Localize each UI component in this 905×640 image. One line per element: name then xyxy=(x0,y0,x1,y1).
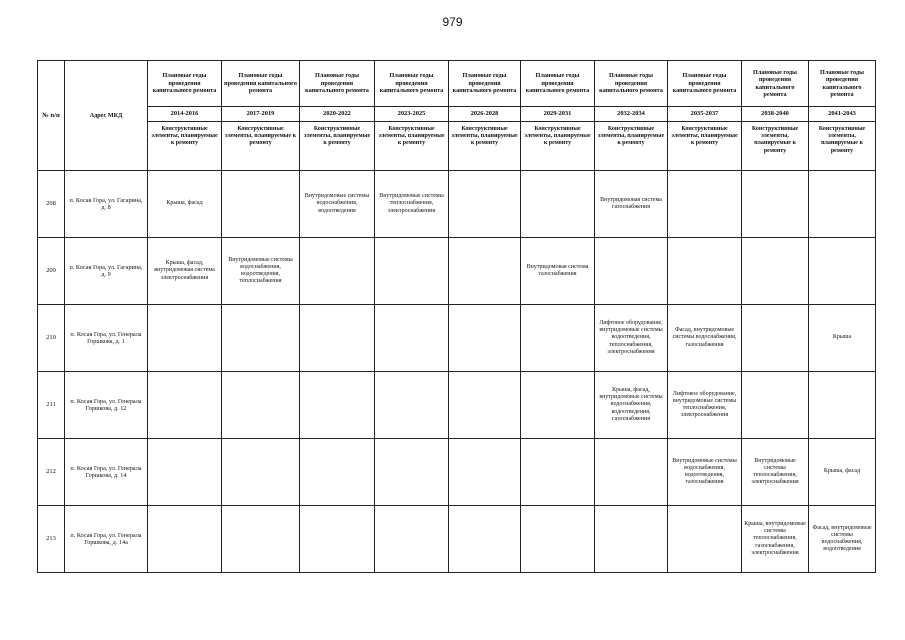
work-cell xyxy=(809,171,876,238)
work-cell xyxy=(300,439,375,506)
row-number: 213 xyxy=(38,506,65,573)
work-cell xyxy=(375,506,449,573)
work-cell xyxy=(668,506,742,573)
header-period-title: Плановые годы проведения капитального ремонта xyxy=(222,61,300,107)
work-cell xyxy=(449,372,521,439)
work-cell xyxy=(809,372,876,439)
work-cell xyxy=(300,238,375,305)
work-cell: Фасад, внутридомовые системы водоснабжения, водоотведения xyxy=(809,506,876,573)
table-row xyxy=(38,171,876,238)
work-cell: Внутридомовая система газоснабжения xyxy=(521,238,595,305)
table-row xyxy=(38,305,876,372)
work-cell xyxy=(449,506,521,573)
work-cell xyxy=(742,372,809,439)
header-period-years: 2026-2028 xyxy=(449,107,521,122)
header-period-title: Плановые годы проведения капитального ремонта xyxy=(668,61,742,107)
header-elements: Конструктивные элементы, планируемые к ремонту xyxy=(742,122,809,171)
header-period-years: 2020-2022 xyxy=(300,107,375,122)
row-address: п. Косая Гора, ул. Генерала Горшкова, д. 12 xyxy=(65,372,148,439)
work-cell xyxy=(300,372,375,439)
work-cell xyxy=(300,506,375,573)
header-period-years: 2035-2037 xyxy=(668,107,742,122)
work-cell: Крыша xyxy=(809,305,876,372)
work-cell xyxy=(449,171,521,238)
work-cell: Крыша, внутридомовые системы теплоснабжения, газоснабжения, электроснабжения xyxy=(742,506,809,573)
header-period-years: 2023-2025 xyxy=(375,107,449,122)
row-number: 210 xyxy=(38,305,65,372)
row-address: п. Косая Гора, ул. Гагарина, д. 8 xyxy=(65,171,148,238)
header-period-title: Плановые годы проведения капитального ремонта xyxy=(595,61,668,107)
header-period-title: Плановые годы проведения капитального ремонта xyxy=(809,61,876,107)
row-number: 208 xyxy=(38,171,65,238)
work-cell xyxy=(375,305,449,372)
work-cell xyxy=(449,439,521,506)
header-elements: Конструктивные элементы, планируемые к ремонту xyxy=(449,122,521,171)
page-number: 979 xyxy=(442,15,463,29)
header-address: Адрес МКД xyxy=(65,61,148,171)
header-elements: Конструктивные элементы, планируемые к ремонту xyxy=(668,122,742,171)
work-cell xyxy=(521,171,595,238)
header-period-years: 2029-2031 xyxy=(521,107,595,122)
work-cell xyxy=(595,238,668,305)
work-cell xyxy=(595,439,668,506)
table-row xyxy=(38,506,876,573)
work-cell: Крыша, фасад, внутридомовые системы водоснабжения, водоотведения, газоснабжения xyxy=(595,372,668,439)
header-period-title: Плановые годы проведения капитального ремонта xyxy=(148,61,222,107)
work-cell xyxy=(375,372,449,439)
work-cell: Лифтовое оборудование, внутридомовые системы водоотведения, теплоснабжения, электроснабжения xyxy=(595,305,668,372)
work-cell: Внутридомовые системы водоснабжения, водоотведения, теплоснабжения xyxy=(222,238,300,305)
row-number: 212 xyxy=(38,439,65,506)
work-cell xyxy=(668,171,742,238)
work-cell xyxy=(222,372,300,439)
row-address: п. Косая Гора, ул. Гагарина, д. 9 xyxy=(65,238,148,305)
work-cell xyxy=(521,506,595,573)
work-cell xyxy=(222,439,300,506)
work-cell xyxy=(375,238,449,305)
row-address: п. Косая Гора, ул. Генерала Горшкова, д. 14 xyxy=(65,439,148,506)
work-cell xyxy=(521,439,595,506)
header-elements: Конструктивные элементы, планируемые к ремонту xyxy=(300,122,375,171)
header-elements: Конструктивные элементы, планируемые к ремонту xyxy=(595,122,668,171)
row-address: п. Косая Гора, ул. Генерала Горшкова, д. 14а xyxy=(65,506,148,573)
header-elements: Конструктивные элементы, планируемые к ремонту xyxy=(809,122,876,171)
work-cell: Крыша, фасад, внутридомовая система электроснабжения xyxy=(148,238,222,305)
header-period-title: Плановые годы проведения капитального ремонта xyxy=(742,61,809,107)
work-cell xyxy=(449,305,521,372)
work-cell: Внутридомовые системы теплоснабжения, электроснабжения xyxy=(742,439,809,506)
work-cell xyxy=(521,372,595,439)
header-row-number: № п/п xyxy=(38,61,65,171)
work-cell: Внутридомовые системы водоснабжения, водоотведения xyxy=(300,171,375,238)
work-cell: Крыша, фасад xyxy=(148,171,222,238)
row-address: п. Косая Гора, ул. Генерала Горшкова, д. 1 xyxy=(65,305,148,372)
work-cell xyxy=(742,305,809,372)
work-cell xyxy=(148,372,222,439)
header-elements: Конструктивные элементы, планируемые к ремонту xyxy=(148,122,222,171)
header-period-years: 2017-2019 xyxy=(222,107,300,122)
work-cell: Внутридомовые системы теплоснабжения, электроснабжения xyxy=(375,171,449,238)
work-cell: Фасад, внутридомовые системы водоснабжения, газоснабжения xyxy=(668,305,742,372)
header-period-title: Плановые годы проведения капитального ремонта xyxy=(300,61,375,107)
header-period-years: 2038-2040 xyxy=(742,107,809,122)
work-cell xyxy=(375,439,449,506)
work-cell xyxy=(809,238,876,305)
work-cell: Внутридомовые системы водоснабжения, водоотведения, газоснабжения xyxy=(668,439,742,506)
work-cell xyxy=(222,171,300,238)
work-cell: Крыша, фасад xyxy=(809,439,876,506)
work-cell xyxy=(449,238,521,305)
table-row xyxy=(38,238,876,305)
work-cell xyxy=(222,305,300,372)
row-number: 209 xyxy=(38,238,65,305)
row-number: 211 xyxy=(38,372,65,439)
work-cell xyxy=(148,305,222,372)
header-period-years: 2041-2043 xyxy=(809,107,876,122)
work-cell xyxy=(300,305,375,372)
work-cell xyxy=(595,506,668,573)
table-row xyxy=(38,439,876,506)
work-cell xyxy=(742,238,809,305)
header-period-years: 2032-2034 xyxy=(595,107,668,122)
table-row xyxy=(38,372,876,439)
work-cell: Лифтовое оборудование, внутридомовые системы теплоснабжения, электроснабжения xyxy=(668,372,742,439)
work-cell xyxy=(742,171,809,238)
work-cell xyxy=(521,305,595,372)
work-cell: Внутридомовая система газоснабжения xyxy=(595,171,668,238)
capital-repair-table xyxy=(37,60,876,573)
header-elements: Конструктивные элементы, планируемые к ремонту xyxy=(222,122,300,171)
header-period-years: 2014-2016 xyxy=(148,107,222,122)
work-cell xyxy=(668,238,742,305)
header-elements: Конструктивные элементы, планируемые к ремонту xyxy=(521,122,595,171)
header-elements: Конструктивные элементы, планируемые к ремонту xyxy=(375,122,449,171)
header-period-title: Плановые годы проведения капитального ремонта xyxy=(375,61,449,107)
header-period-title: Плановые годы проведения капитального ремонта xyxy=(521,61,595,107)
header-period-title: Плановые годы проведения капитального ремонта xyxy=(449,61,521,107)
work-cell xyxy=(222,506,300,573)
work-cell xyxy=(148,439,222,506)
work-cell xyxy=(148,506,222,573)
